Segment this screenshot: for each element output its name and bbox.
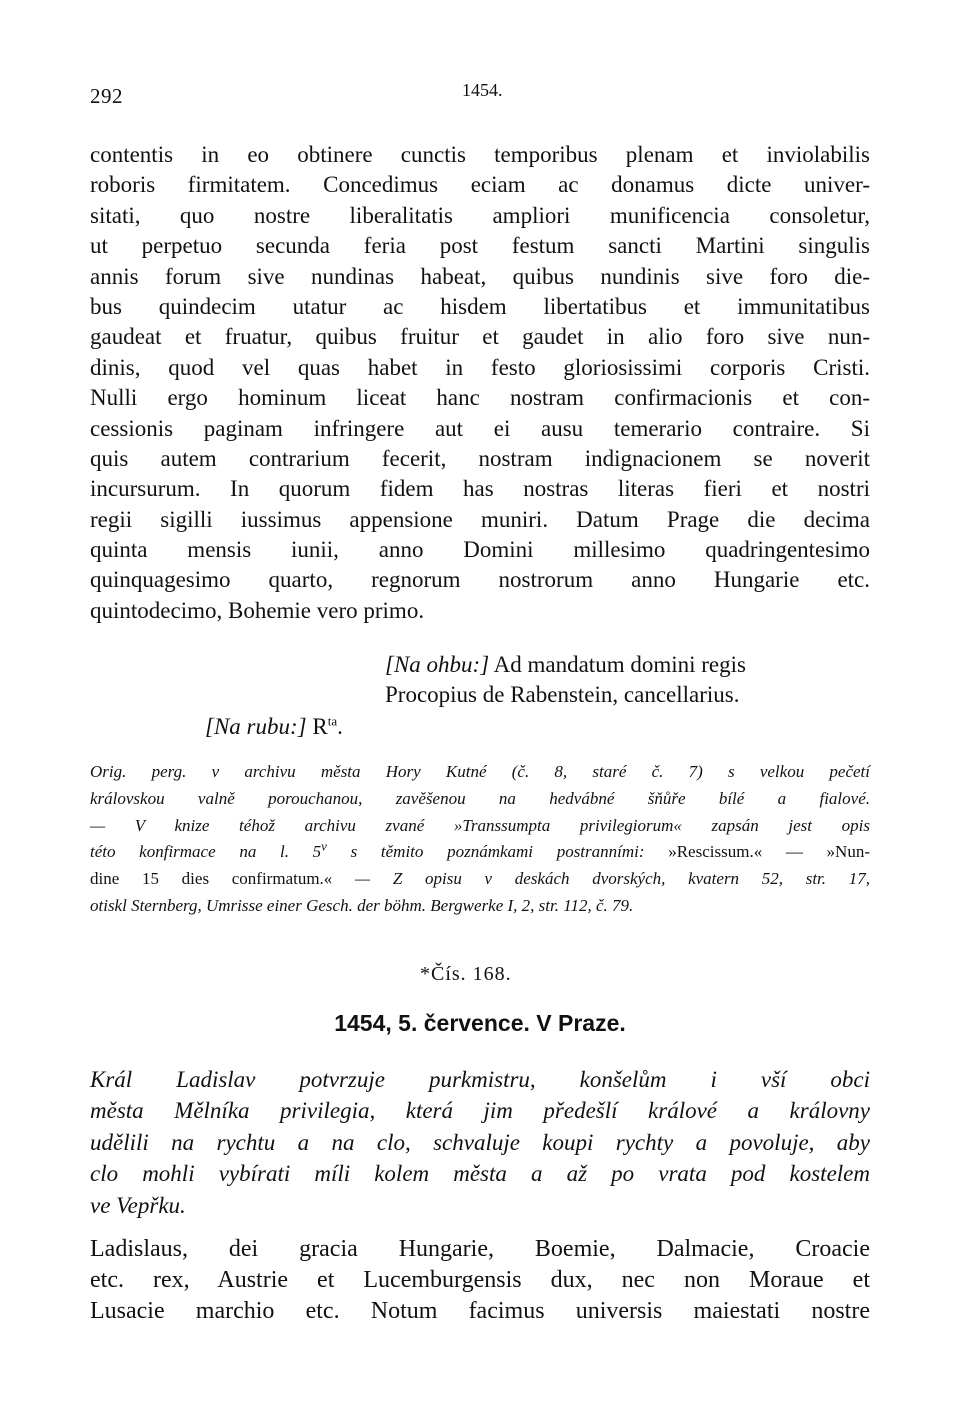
margin-label: [Na rubu:] [205, 714, 307, 739]
note-line: — V knize téhož archivu zvané »Transsumpta privilegiorum« zapsán jest opis [90, 815, 870, 835]
text-line: dinis, quod vel quas habet in festo gloriosissimi corporis Cristi. [90, 354, 870, 380]
text-line: Nulli ergo hominum liceat hanc nostram confirmacionis et con- [90, 385, 870, 411]
text-line: gaudeat et fruatur, quibus fruitur et gaudet in alio foro sive nun- [90, 324, 870, 350]
main-text [90, 140, 870, 626]
text-line: roboris firmitatem. Concedimus eciam ac donamus dicte univer- [90, 172, 870, 198]
note-line: Orig. perg. v archivu města Hory Kutné (č. 8, staré č. 7) s velkou pečetí [90, 762, 870, 781]
text-line: ut perpetuo secunda feria post festum sancti Martini singulis [90, 233, 870, 259]
text-line: annis forum sive nundinas habeat, quibus nundinis sive foro die- [90, 263, 870, 289]
text-line: Lusacie marchio etc. Notum facimus universis maiestati nostre [90, 1298, 870, 1324]
running-head: 1454. [462, 80, 503, 100]
verso-label: [Na ohbu:] [385, 652, 490, 677]
text-line: cessionis paginam infringere aut ei ausu temerario contraire. Si [90, 415, 870, 441]
verso-note [385, 650, 746, 680]
summary-line: udělili na rychtu a na clo, schvaluje koupi rychty a povoluje, aby [90, 1129, 870, 1155]
text-line: quintodecimo, Bohemie vero primo. [90, 597, 425, 623]
text-line: quis autem contrarium fecerit, nostram indignacionem se noverit [90, 445, 870, 471]
text-line: quinta mensis iunii, anno Domini millesimo quadringentesimo [90, 537, 870, 563]
text-line: quinquagesimo quarto, regnorum nostrorum anno Hungarie etc. [90, 567, 870, 593]
regest-summary [90, 1064, 870, 1221]
chancellor-line: Procopius de Rabenstein, cancellarius. [385, 682, 740, 707]
text-line: Ladislaus, dei gracia Hungarie, Boemie, Dalmacie, Croacie [90, 1236, 870, 1262]
note-line: dine 15 dies confirmatum.« — Z opisu v deskách dvorských, kvatern 52, str. 17, [90, 869, 870, 889]
margin-note [205, 712, 343, 742]
page-number: 292 [90, 84, 123, 108]
summary-line: Král Ladislav potvrzuje purkmistru, konšelům i vší obci [90, 1067, 870, 1092]
summary-line: města Mělníka privilegia, která jim předešlí králové a královny [90, 1098, 870, 1124]
note-line: této konfirmace na l. 5$^v$ s těmito poznámkami postranními: »Rescissum.« — »Nun- [90, 838, 870, 862]
note-line: otiskl Sternberg, Umrisse einer Gesch. der böhm. Bergwerke I, 2, str. 112, č. 79. [90, 895, 634, 915]
text-line: etc. rex, Austrie et Lucemburgensis dux, nec non Moraue et [90, 1267, 870, 1293]
registration-mark: $R^{ta}$. [312, 713, 343, 739]
document-number: *Čís. 168. [420, 963, 512, 985]
note-line: královskou valně porouchanou, zavěšenou na hedvábné šňůře bílé a fialové. [90, 788, 870, 808]
text-line: bus quindecim utatur ac hisdem libertatibus et immunitatibus [90, 293, 870, 319]
verso-text: Ad mandatum domini regis [493, 652, 746, 677]
text-line: regii sigilli iussimus appensione muniri. Datum Prage die decima [90, 506, 870, 532]
source-notes [90, 759, 870, 920]
text-line: sitati, quo nostre liberalitatis ampliori munificencia consoletur, [90, 202, 870, 228]
text-line: contentis in eo obtinere cunctis temporibus plenam et inviolabilis [90, 142, 870, 167]
document-date-heading: 1454, 5. července. V Praze. [334, 1010, 626, 1036]
charter-text [90, 1234, 870, 1327]
text-line: incursurum. In quorum fidem has nostras literas fieri et nostri [90, 476, 870, 502]
summary-line: ve Vepřku. [90, 1192, 186, 1218]
summary-line: clo mohli vybírati míli kolem města a až po vrata pod kostelem [90, 1161, 870, 1187]
